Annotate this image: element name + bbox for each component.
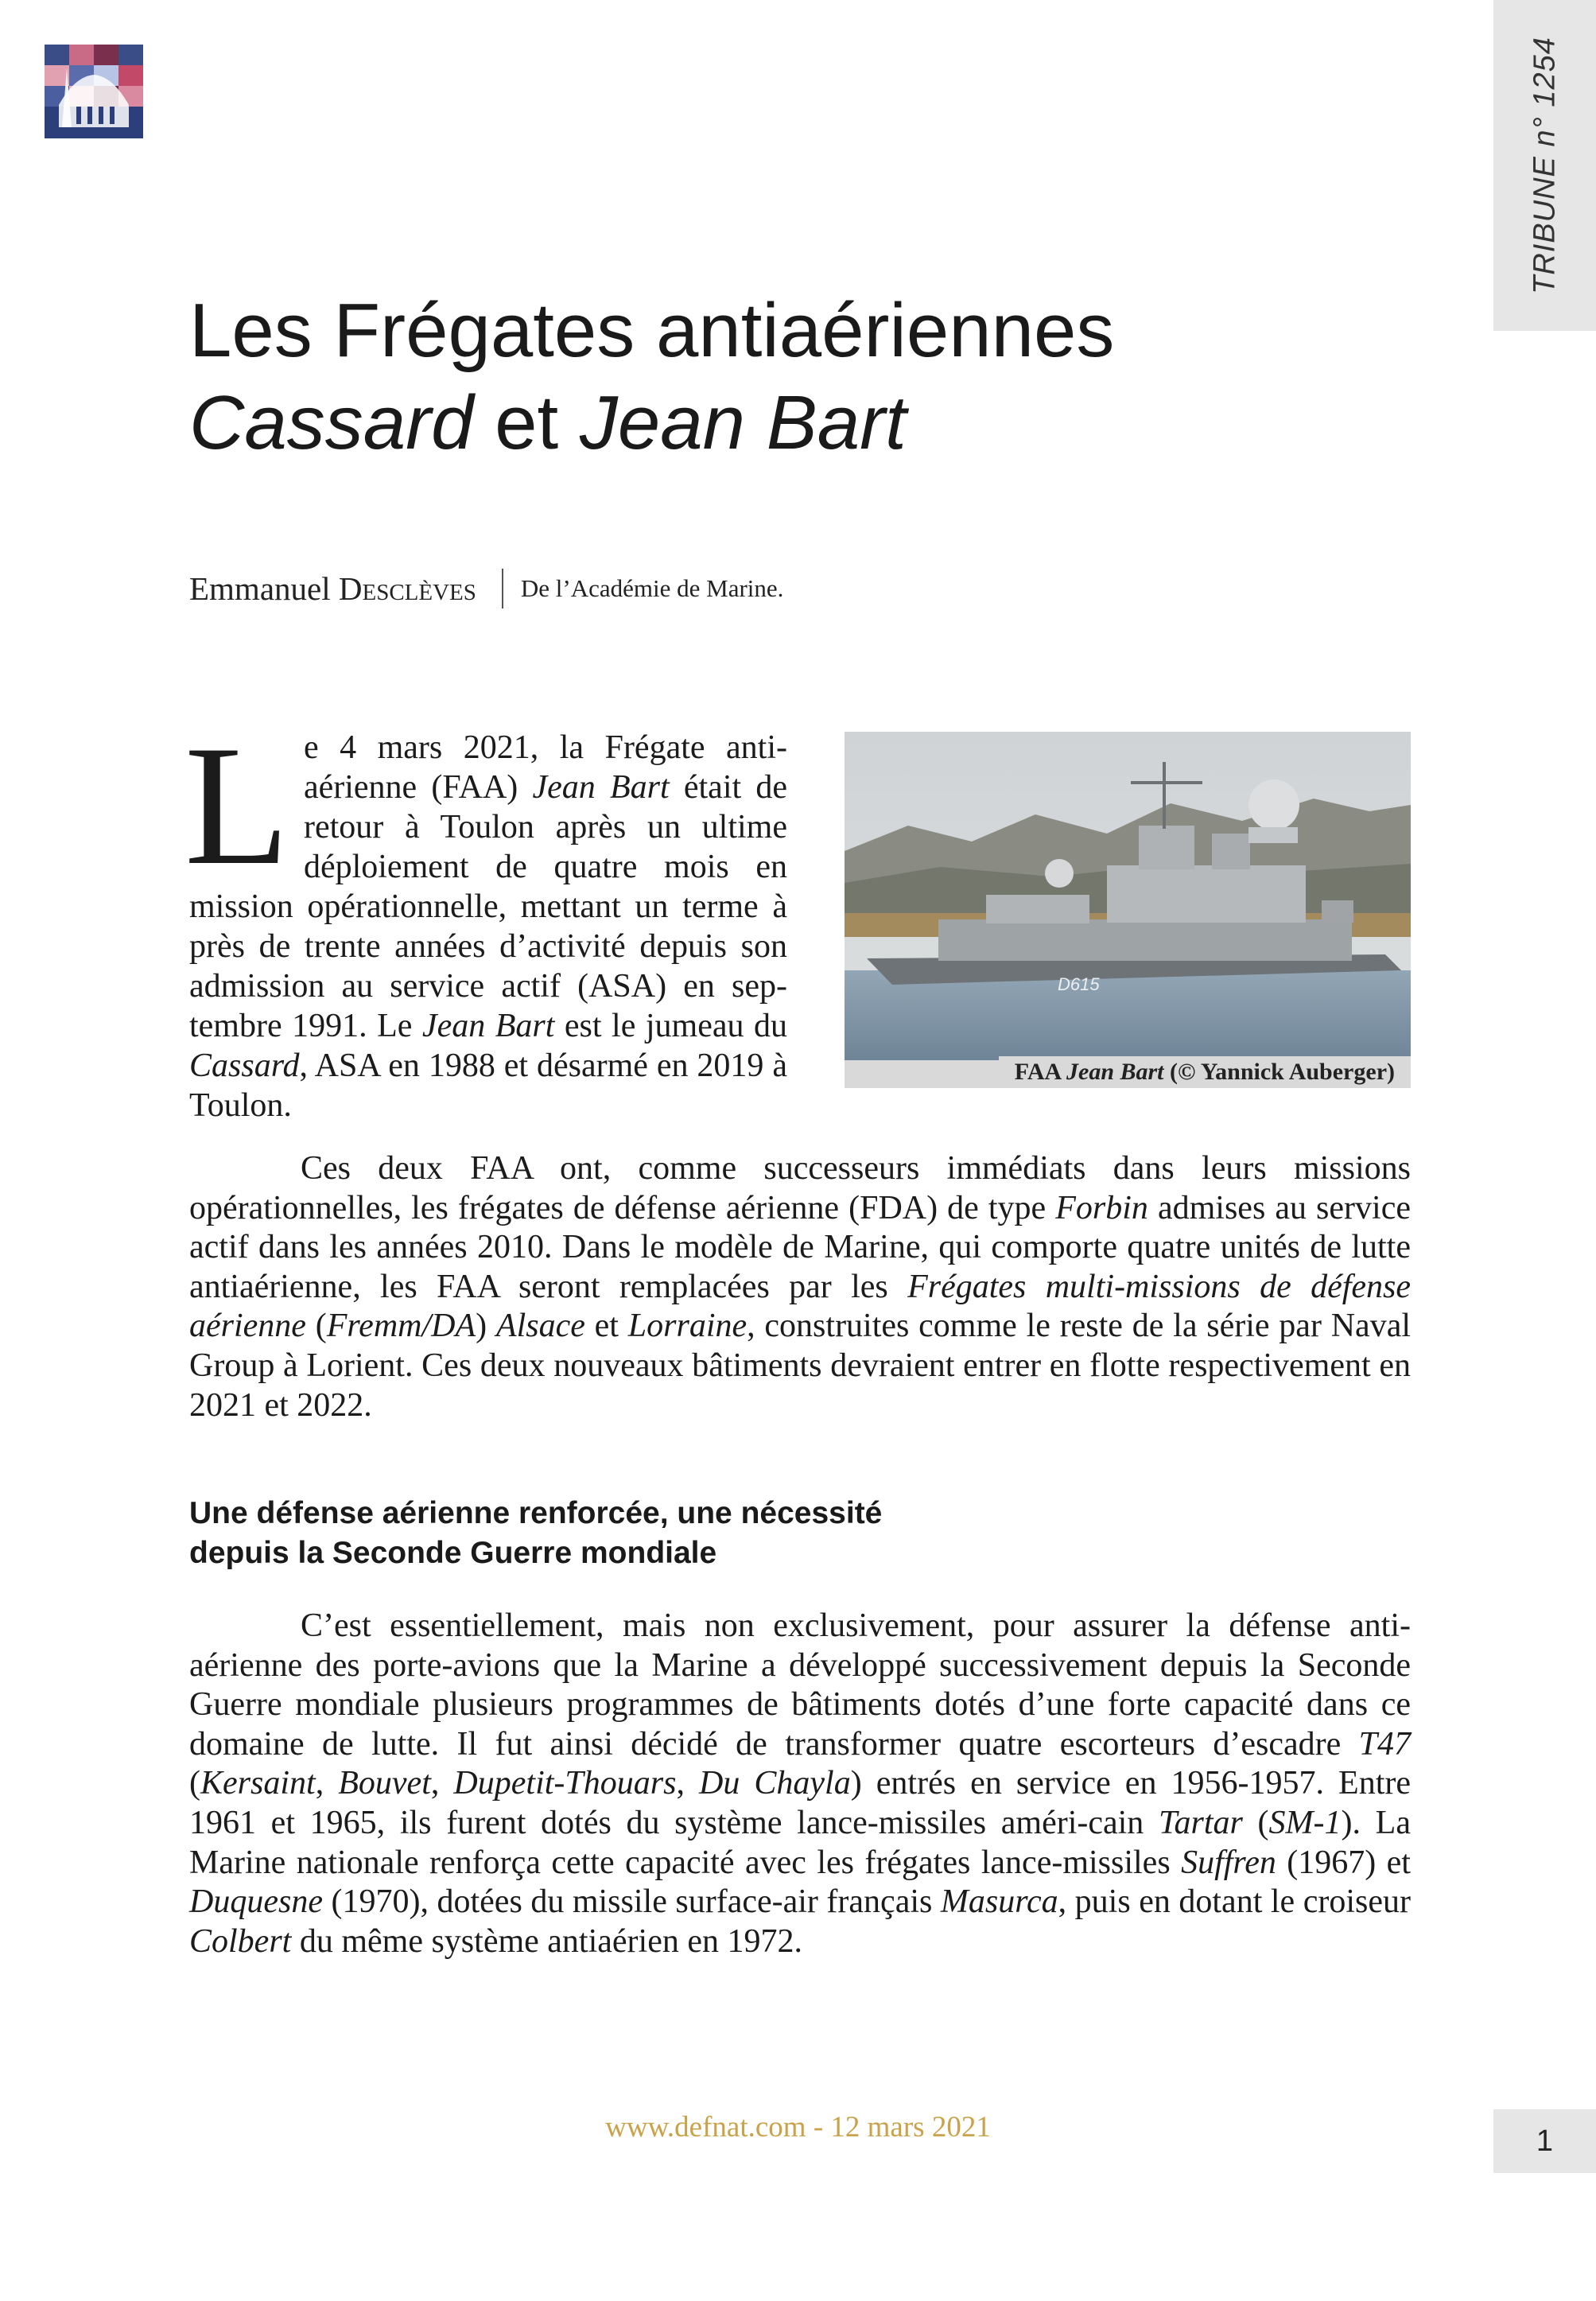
para-italic: Tartar (1158, 1804, 1243, 1841)
para-italic: Du Chayla (699, 1765, 851, 1802)
tribune-tab (1493, 0, 1596, 331)
paragraph-1 (189, 1149, 1411, 1425)
para-text: ) entrés en service en 1956-1957. Entre 1961 et 1965, ils furent dotés du système lance-missiles améri-cain (189, 1765, 1412, 1841)
figure-caption (999, 1056, 1411, 1088)
article-title (189, 285, 1114, 469)
para-text: Ces deux FAA ont, comme successeurs immédiats dans leurs missions opérationnelles, les frégates de défense aérienne (FDA) de type (189, 1150, 1411, 1226)
para-italic: Suffren (1181, 1844, 1276, 1881)
caption-credit: (© Yannick Auberger) (1163, 1059, 1395, 1085)
institution-logo-icon (45, 45, 143, 138)
para-italic: Duquesne (189, 1883, 323, 1921)
para-text: ( (189, 1765, 200, 1802)
footer-url-date: www.defnat.com - 12 mars 2021 (605, 2111, 991, 2144)
logo (45, 45, 143, 138)
byline-divider (502, 569, 503, 608)
para-text: ( (305, 1308, 327, 1345)
para-text: ) (476, 1308, 496, 1345)
caption-text: FAA (1014, 1059, 1066, 1085)
title-conjunction: et (473, 380, 580, 465)
page-number: 1 (1493, 2109, 1596, 2173)
ship-figure (845, 732, 1411, 1088)
para-italic: Lorraine (627, 1308, 748, 1345)
author-last-name: Desclèves (338, 570, 476, 607)
frigate-photo (845, 732, 1411, 1060)
section-heading (189, 1494, 1223, 1573)
para-text: admises au service actif dans les années 2010. Dans le modèle de Marine, qui comporte quatre unités de lutte antiaérienne, les FAA seront remplacées par les (189, 1189, 1411, 1305)
para-italic: Bouvet (338, 1765, 431, 1802)
para-text: , (430, 1765, 454, 1802)
title-line1: Les Frégates antiaériennes (189, 288, 1115, 373)
drop-cap: L (184, 710, 289, 900)
intro-paragraph (184, 710, 788, 1125)
title-ship1: Cassard (189, 380, 474, 465)
intro-ship-name: Jean Bart (421, 1008, 555, 1044)
para-text: , (676, 1765, 699, 1802)
para-text: (1967) et (1276, 1844, 1411, 1881)
caption-ship-name: Jean Bart (1066, 1059, 1164, 1085)
tribune-number: TRIBUNE n° 1254 (1528, 37, 1561, 294)
para-italic: Fremm/DA (326, 1308, 476, 1345)
para-italic: Forbin (1055, 1189, 1148, 1226)
hull-number: D615 (1058, 974, 1100, 994)
para-text: , construites comme le reste de la série par Naval Group à Lorient. Ces deux nouveaux bâtiments devraient entrer en flotte respectivement en 2021 et 2022. (189, 1308, 1412, 1424)
para-italic: Colbert (189, 1922, 292, 1960)
para-italic: Frégates multi-missions de défense aérienne (189, 1268, 1412, 1345)
para-text: , (315, 1765, 339, 1802)
para-italic: Alsace (495, 1308, 585, 1345)
intro-text: était de retour à Toulon après un ultime déploiement de quatre mois en mission opérationnelle, mettant un terme à près de trente années d’activité depuis son admission au service actif (ASA) en sep-tembre 1991. Le (189, 769, 788, 1044)
para-text: et (584, 1308, 628, 1345)
para-italic: Masurca (940, 1883, 1058, 1921)
para-text: ( (1242, 1804, 1269, 1841)
section-heading-line1: Une défense aérienne renforcée, une nécessité (189, 1496, 883, 1530)
intro-ship-name: Cassard (189, 1047, 300, 1084)
intro-ship-name: Jean Bart (532, 769, 670, 806)
para-text: C’est essentiellement, mais non exclusivement, pour assurer la défense anti-aérienne des porte-avions que la Marine a développé successivement depuis la Seconde Guerre mondiale plusieurs programmes de bâtiments dotés d’une forte capacité dans ce domaine de lutte. Il fut ainsi décidé de transformer quatre escorteurs d’escadre (189, 1607, 1411, 1763)
intro-text: est le jumeau du (554, 1008, 788, 1044)
para-text: ). La Marine nationale renforça cette capacité avec les frégates lance-missiles (189, 1804, 1411, 1881)
para-text: (1970), dotées du missile surface-air français (322, 1883, 941, 1921)
title-ship2: Jean Bart (579, 380, 907, 465)
section-heading-line2: depuis la Seconde Guerre mondiale (189, 1536, 717, 1570)
byline (189, 566, 783, 611)
para-italic: Dupetit-Thouars (453, 1765, 677, 1802)
para-text: du même système antiaérien en 1972. (291, 1922, 802, 1960)
author-first-name: Emmanuel (189, 570, 339, 607)
author-affiliation: De l’Académie de Marine. (520, 574, 784, 602)
para-italic: SM-1 (1268, 1804, 1342, 1841)
para-text: , puis en dotant le croiseur (1058, 1883, 1411, 1921)
paragraph-2 (189, 1607, 1411, 1961)
intro-text: , ASA en 1988 et désarmé en 2019 à Toulon. (189, 1047, 787, 1124)
para-italic: Kersaint (200, 1765, 316, 1802)
para-italic: T47 (1358, 1725, 1411, 1763)
author-name (189, 569, 476, 608)
intro-text: e 4 mars 2021, la Frégate anti-aérienne (FAA) (303, 729, 787, 806)
